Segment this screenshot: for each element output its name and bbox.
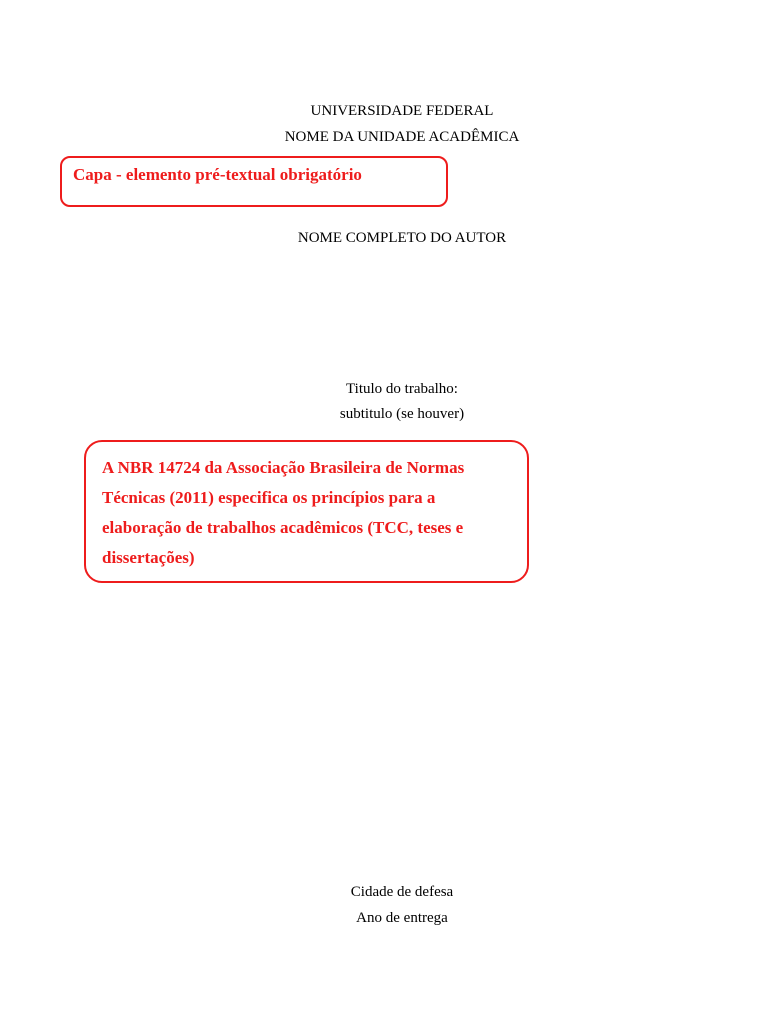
defense-city: Cidade de defesa bbox=[350, 884, 454, 900]
nbr-annotation-box bbox=[84, 440, 529, 583]
work-subtitle: subtitulo (se houver) bbox=[339, 406, 465, 422]
academic-unit-name: NOME DA UNIDADE ACADÊMICA bbox=[284, 129, 520, 145]
delivery-year: Ano de entrega bbox=[356, 910, 448, 926]
cover-annotation-text: Capa - elemento pré-textual obrigatório bbox=[73, 165, 362, 184]
work-title: Titulo do trabalho: bbox=[346, 381, 458, 397]
nbr-annotation-text: A NBR 14724 da Associação Brasileira de Normas Técnicas (2011) especifica os princípios para a elaboração de trabalhos acadêmicos (TCC, teses e dissertações) bbox=[102, 458, 465, 567]
author-name: NOME COMPLETO DO AUTOR bbox=[297, 230, 507, 246]
cover-annotation-box bbox=[60, 156, 448, 207]
university-name: UNIVERSIDADE FEDERAL bbox=[310, 103, 494, 119]
